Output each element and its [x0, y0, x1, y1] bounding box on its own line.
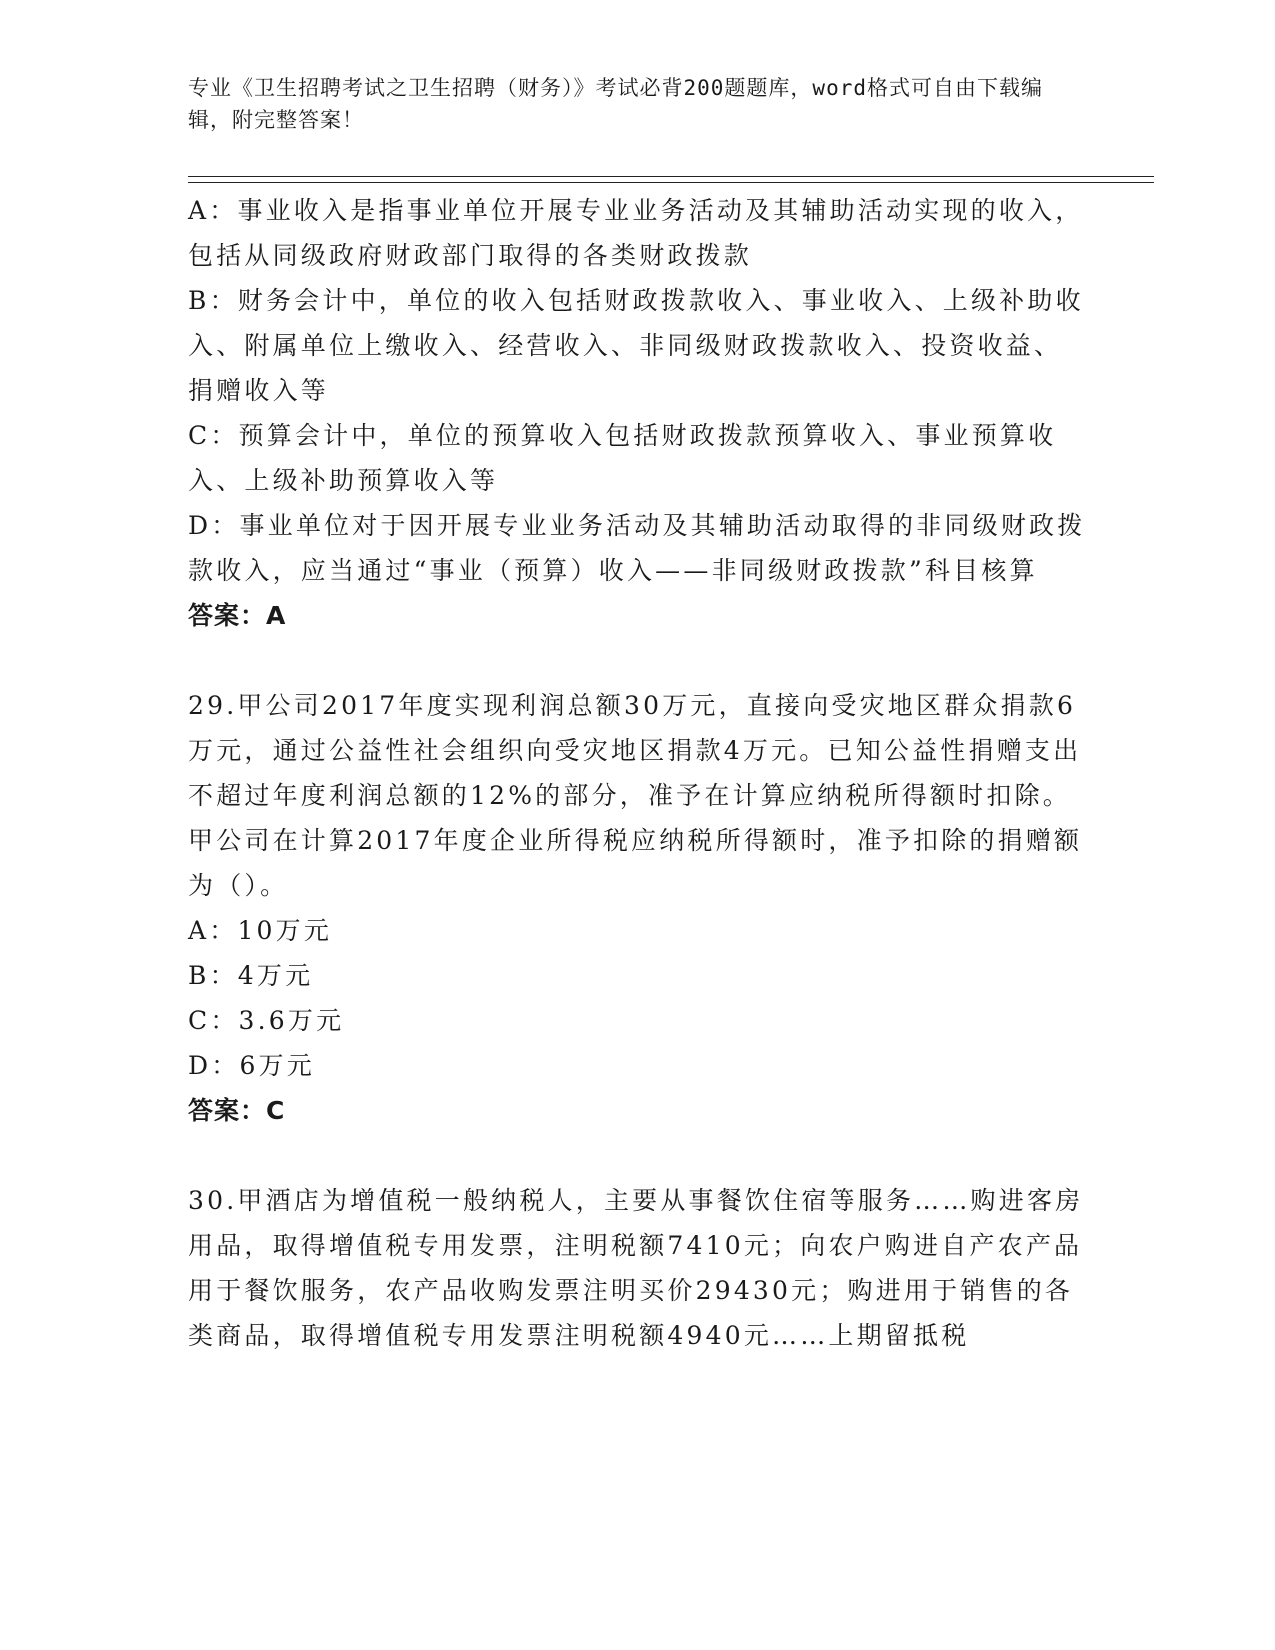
q29-option-d: D：6万元 [188, 1051, 315, 1080]
question-spacer [188, 638, 1088, 683]
question-spacer [188, 1133, 1088, 1178]
header-divider-top [188, 176, 1154, 177]
q29-option-c: C：3.6万元 [188, 1006, 345, 1035]
document-header: 专业《卫生招聘考试之卫生招聘（财务）》考试必背200题题库，word格式可自由下载编辑，附完整答案！ [188, 76, 1043, 132]
q29-answer: 答案：C [188, 1096, 286, 1125]
q28-answer: 答案：A [188, 601, 287, 630]
q28-option-c: C：预算会计中，单位的预算收入包括财政拨款预算收入、事业预算收入、上级补助预算收入等 [188, 421, 1057, 495]
q30-question: 30.甲酒店为增值税一般纳税人，主要从事餐饮住宿等服务……购进客房用品，取得增值税专用发票，注明税额7410元；向农户购进自产农产品用于餐饮服务，农产品收购发票注明买价29430元；购进用于销售的各类商品，取得增值税专用发票注明税额4940元……上期留抵税 [188, 1186, 1084, 1350]
q28-option-a: A：事业收入是指事业单位开展专业业务活动及其辅助活动实现的收入，包括从同级政府财政部门取得的各类财政拨款 [188, 196, 1084, 270]
q28-option-d: D：事业单位对于因开展专业业务活动及其辅助活动取得的非同级财政拨款收入，应当通过“事业（预算）收入——非同级财政拨款”科目核算 [188, 511, 1086, 585]
q28-option-b: B：财务会计中，单位的收入包括财政拨款收入、事业收入、上级补助收入、附属单位上缴收入、经营收入、非同级财政拨款收入、投资收益、捐赠收入等 [188, 286, 1084, 405]
q29-option-a: A：10万元 [188, 916, 333, 945]
document-body [188, 188, 1088, 1358]
header-divider-bottom [188, 182, 1154, 183]
q29-option-b: B：4万元 [188, 961, 314, 990]
q29-question: 29.甲公司2017年度实现利润总额30万元，直接向受灾地区群众捐款6万元，通过公益性社会组织向受灾地区捐款4万元。已知公益性捐赠支出不超过年度利润总额的12%的部分，准予在计算应纳税所得额时扣除。甲公司在计算2017年度企业所得税应纳税所得额时，准予扣除的捐赠额为（）。 [188, 691, 1083, 900]
